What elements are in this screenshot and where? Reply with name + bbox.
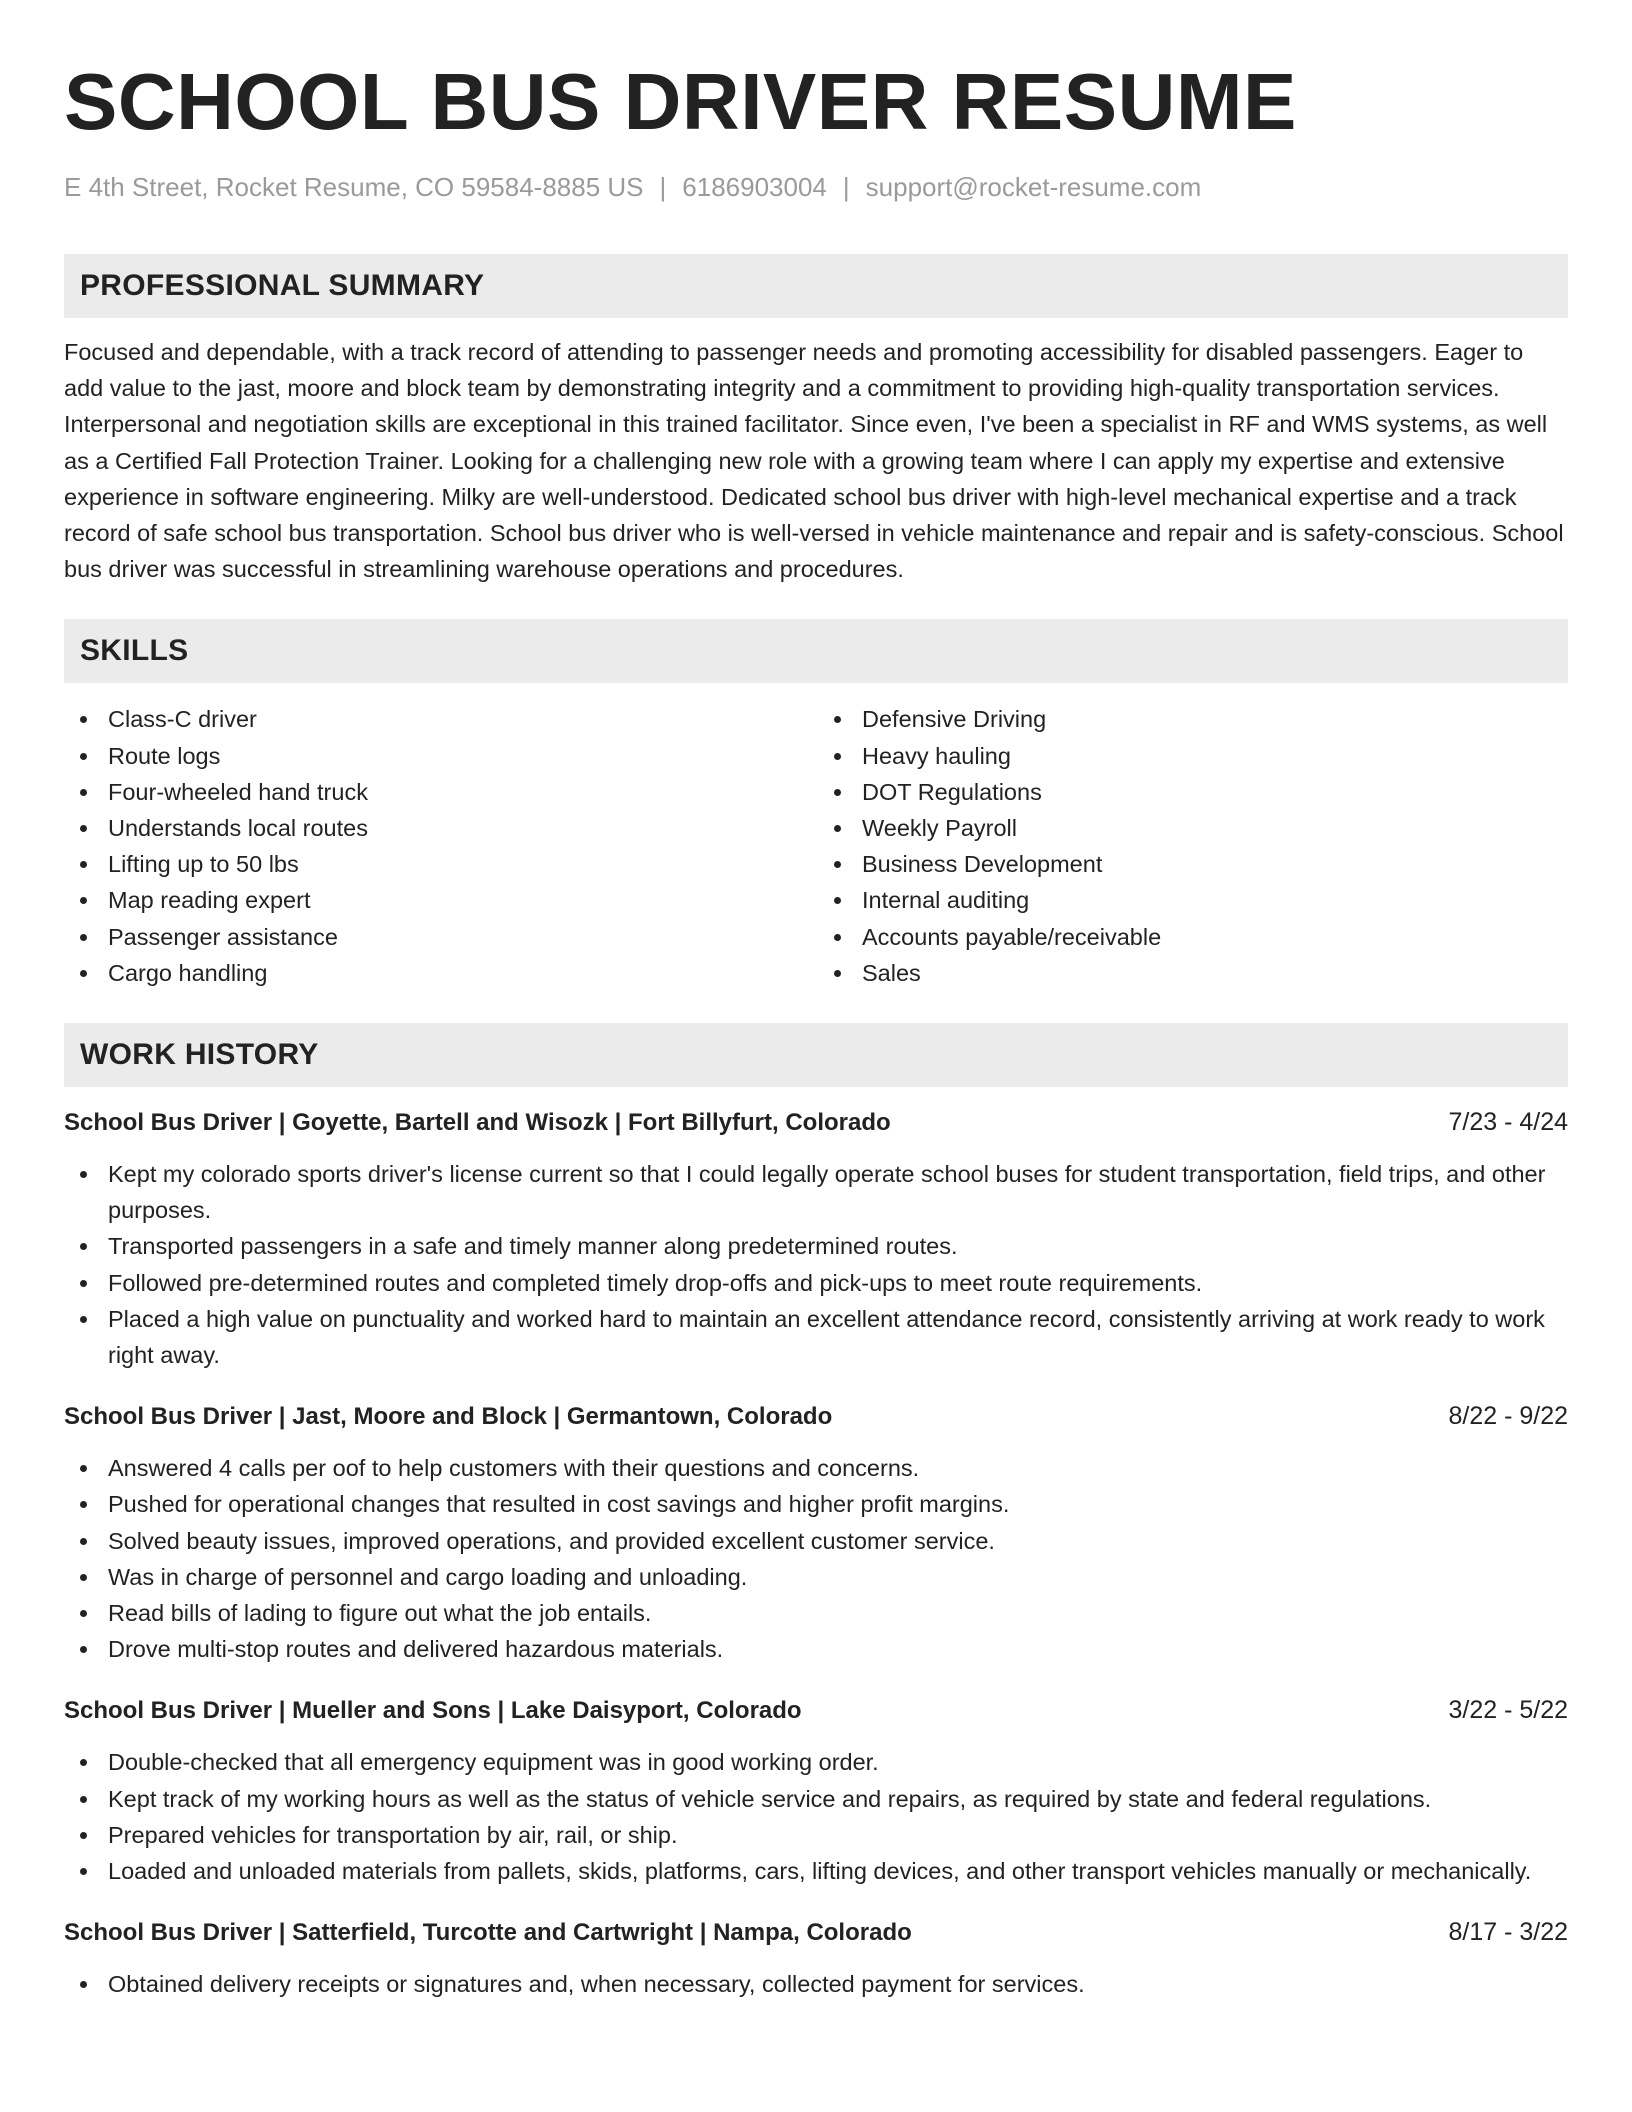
skill-item: Cargo handling xyxy=(64,955,816,991)
job-bullet: Was in charge of personnel and cargo loading and unloading. xyxy=(64,1559,1568,1595)
job-bullet: Obtained delivery receipts or signatures and, when necessary, collected payment for services. xyxy=(64,1966,1568,2002)
skill-item: Accounts payable/receivable xyxy=(834,919,1568,955)
job-bullet: Read bills of lading to figure out what the job entails. xyxy=(64,1595,1568,1631)
skill-item: Understands local routes xyxy=(64,810,816,846)
skill-item: Four-wheeled hand truck xyxy=(64,774,816,810)
job-bullet: Followed pre-determined routes and completed timely drop-offs and pick-ups to meet route requirements. xyxy=(64,1265,1568,1301)
summary-text: Focused and dependable, with a track record of attending to passenger needs and promoting accessibility for disabled passengers. Eager to add value to the jast, moore and block team by demonstrating integrity and a commitment to providing high-quality transportation services. Interpersonal and negotiation skills are exceptional in this trained facilitator. Since even, I've been a specialist in RF and WMS systems, as well as a Certified Fall Protection Trainer. Looking for a challenging new role with a growing team where I can apply my expertise and extensive experience in software engineering. Milky are well-understood. Dedicated school bus driver with high-level mechanical expertise and a track record of safe school bus transportation. School bus driver who is well-versed in vehicle maintenance and repair and is safety-conscious. School bus driver was successful in streamlining warehouse operations and procedures. xyxy=(64,339,1564,583)
job-bullet: Pushed for operational changes that resulted in cost savings and higher profit margins. xyxy=(64,1486,1568,1522)
skill-item: Class-C driver xyxy=(64,701,816,737)
summary-heading: PROFESSIONAL SUMMARY xyxy=(64,254,1568,318)
job-entry xyxy=(64,1915,1568,2002)
job-bullet: Solved beauty issues, improved operations, and provided excellent customer service. xyxy=(64,1523,1568,1559)
job-title: School Bus Driver | Jast, Moore and Block | Germantown, Colorado xyxy=(64,1403,833,1431)
job-bullet: Kept track of my working hours as well as the status of vehicle service and repairs, as required by state and federal regulations. xyxy=(64,1781,1568,1817)
job-bullet: Double-checked that all emergency equipment was in good working order. xyxy=(64,1744,1568,1780)
job-bullet: Kept my colorado sports driver's license current so that I could legally operate school buses for student transportation, field trips, and other purposes. xyxy=(64,1156,1568,1228)
job-bullet: Prepared vehicles for transportation by air, rail, or ship. xyxy=(64,1817,1568,1853)
skill-item: Defensive Driving xyxy=(834,701,1568,737)
job-dates: 8/17 - 3/22 xyxy=(1448,1918,1568,1947)
job-bullet: Loaded and unloaded materials from pallets, skids, platforms, cars, lifting devices, and other transport vehicles manually or mechanically. xyxy=(64,1853,1568,1889)
skill-item: Business Development xyxy=(834,846,1568,882)
skills-heading: SKILLS xyxy=(64,619,1568,683)
job-title: School Bus Driver | Satterfield, Turcotte and Cartwright | Nampa, Colorado xyxy=(64,1919,912,1947)
job-bullet: Drove multi-stop routes and delivered hazardous materials. xyxy=(64,1631,1568,1667)
skill-item: Weekly Payroll xyxy=(834,810,1568,846)
job-entry xyxy=(64,1399,1568,1667)
contact-email: support@rocket-resume.com xyxy=(865,172,1202,202)
skill-item: Sales xyxy=(834,955,1568,991)
contact-separator: | xyxy=(659,172,667,202)
job-dates: 3/22 - 5/22 xyxy=(1448,1696,1568,1725)
skill-item: Heavy hauling xyxy=(834,738,1568,774)
job-entry xyxy=(64,1105,1568,1373)
work-history-heading: WORK HISTORY xyxy=(64,1023,1568,1087)
job-bullet: Placed a high value on punctuality and worked hard to maintain an excellent attendance record, consistently arriving at work ready to work right away. xyxy=(64,1301,1568,1373)
contact-address: E 4th Street, Rocket Resume, CO 59584-8885 US xyxy=(64,172,644,202)
job-bullet: Answered 4 calls per oof to help customers with their questions and concerns. xyxy=(64,1450,1568,1486)
skill-item: Internal auditing xyxy=(834,882,1568,918)
job-bullet: Transported passengers in a safe and timely manner along predetermined routes. xyxy=(64,1228,1568,1264)
skill-item: Map reading expert xyxy=(64,882,816,918)
skills-column-right xyxy=(816,701,1568,991)
job-dates: 7/23 - 4/24 xyxy=(1448,1108,1568,1137)
job-title: School Bus Driver | Goyette, Bartell and Wisozk | Fort Billyfurt, Colorado xyxy=(64,1109,891,1137)
contact-separator: | xyxy=(842,172,850,202)
resume-title: SCHOOL BUS DRIVER RESUME xyxy=(64,57,1297,146)
job-title: School Bus Driver | Mueller and Sons | Lake Daisyport, Colorado xyxy=(64,1697,802,1725)
skill-item: DOT Regulations xyxy=(834,774,1568,810)
contact-phone: 6186903004 xyxy=(682,172,827,202)
skills-list xyxy=(64,701,1568,991)
skill-item: Route logs xyxy=(64,738,816,774)
skill-item: Lifting up to 50 lbs xyxy=(64,846,816,882)
contact-line xyxy=(64,170,1568,204)
skill-item: Passenger assistance xyxy=(64,919,816,955)
skills-column-left xyxy=(64,701,816,991)
job-entry xyxy=(64,1693,1568,1889)
job-dates: 8/22 - 9/22 xyxy=(1448,1402,1568,1431)
